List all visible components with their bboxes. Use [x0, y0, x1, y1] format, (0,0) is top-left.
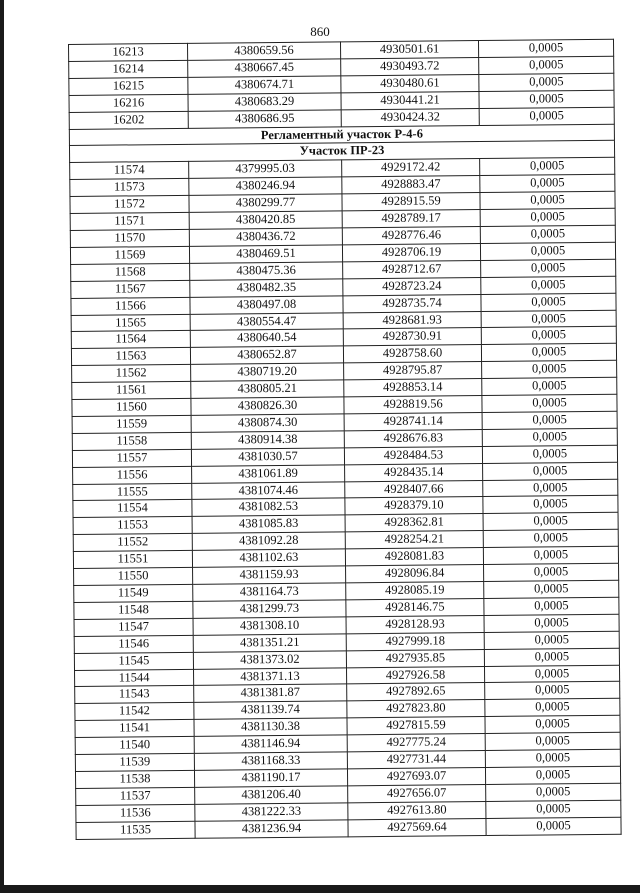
coordinate-x: 4380475.36 — [190, 262, 343, 280]
coordinate-x: 4380554.47 — [190, 312, 343, 330]
scan-edge-bottom — [0, 885, 640, 893]
point-number: 11537 — [76, 787, 195, 805]
coordinate-x: 4381074.46 — [192, 481, 345, 499]
tolerance-value: 0,0005 — [481, 344, 616, 362]
coordinate-x: 4380469.51 — [189, 245, 342, 263]
coordinate-x: 4381164.73 — [193, 583, 346, 601]
coordinate-y: 4930441.21 — [341, 91, 479, 109]
tolerance-value: 0,0005 — [486, 800, 621, 818]
coordinate-y: 4928723.24 — [343, 277, 481, 295]
point-number: 11538 — [75, 770, 194, 788]
point-number: 11542 — [75, 703, 194, 721]
coordinate-x: 4380497.08 — [190, 295, 343, 313]
coordinate-x: 4381371.13 — [194, 667, 347, 685]
point-number: 11550 — [74, 567, 193, 585]
tolerance-value: 0,0005 — [485, 715, 620, 733]
coordinate-y: 4928081.83 — [345, 548, 483, 566]
section-headings — [69, 124, 614, 163]
point-number: 11547 — [74, 618, 193, 636]
tolerance-value: 0,0005 — [483, 513, 618, 531]
tolerance-value: 0,0005 — [479, 56, 614, 74]
tolerance-value: 0,0005 — [480, 208, 615, 226]
coordinate-y: 4928758.60 — [343, 345, 481, 363]
coordinate-x: 4381146.94 — [194, 735, 347, 753]
coordinate-x: 4380246.94 — [189, 177, 342, 195]
coordinate-x: 4380640.54 — [190, 329, 343, 347]
point-number: 11573 — [70, 179, 189, 197]
coordinate-x: 4380299.77 — [189, 194, 342, 212]
point-number: 11536 — [76, 804, 195, 822]
tolerance-value: 0,0005 — [484, 563, 619, 581]
point-number: 11562 — [72, 365, 191, 383]
tolerance-value: 0,0005 — [483, 479, 618, 497]
coordinate-y: 4930493.72 — [341, 57, 479, 75]
coordinate-x: 4381030.57 — [191, 448, 344, 466]
coordinate-y: 4927823.80 — [347, 700, 485, 718]
coordinate-x: 4381206.40 — [195, 786, 348, 804]
coordinate-x: 4380482.35 — [190, 279, 343, 297]
coordinate-y: 4928379.10 — [345, 497, 483, 515]
coordinate-x: 4380652.87 — [190, 346, 343, 364]
tolerance-value: 0,0005 — [484, 614, 619, 632]
tolerance-value: 0,0005 — [483, 530, 618, 548]
point-number: 11569 — [70, 246, 189, 264]
point-number: 11572 — [70, 196, 189, 214]
point-number: 11564 — [71, 331, 190, 349]
coordinate-x: 4380436.72 — [189, 228, 342, 246]
tolerance-value: 0,0005 — [485, 682, 620, 700]
point-number: 16202 — [69, 111, 188, 129]
coordinate-x: 4380659.56 — [187, 42, 340, 60]
point-number: 11553 — [73, 517, 192, 535]
tolerance-value: 0,0005 — [485, 699, 620, 717]
point-number: 11574 — [70, 162, 189, 180]
coordinate-y: 4930424.32 — [341, 108, 479, 126]
point-number: 11551 — [73, 551, 192, 569]
point-number: 11539 — [75, 753, 194, 771]
coordinate-x: 4381102.63 — [192, 549, 345, 567]
tolerance-value: 0,0005 — [480, 175, 615, 193]
tolerance-value: 0,0005 — [479, 90, 614, 108]
coordinate-y: 4928096.84 — [346, 565, 484, 583]
point-number: 11558 — [72, 432, 191, 450]
tolerance-value: 0,0005 — [480, 225, 615, 243]
point-number: 11561 — [72, 381, 191, 399]
coordinate-y: 4927935.85 — [346, 649, 484, 667]
tolerance-value: 0,0005 — [483, 496, 618, 514]
tolerance-value: 0,0005 — [482, 445, 617, 463]
coordinate-x: 4381381.87 — [194, 684, 347, 702]
tolerance-value: 0,0005 — [478, 39, 613, 57]
tolerance-value: 0,0005 — [486, 783, 621, 801]
point-number: 11559 — [72, 415, 191, 433]
point-number: 11557 — [72, 449, 191, 467]
coordinate-x: 4381299.73 — [193, 600, 346, 618]
tolerance-value: 0,0005 — [482, 360, 617, 378]
coordinate-y: 4928146.75 — [346, 598, 484, 616]
point-number: 16215 — [69, 77, 188, 95]
coordinate-y: 4927926.58 — [346, 666, 484, 684]
top-rows — [69, 39, 615, 129]
point-number: 11543 — [75, 686, 194, 704]
coordinate-y: 4928730.91 — [343, 328, 481, 346]
coordinate-x: 4380914.38 — [191, 431, 344, 449]
page-number: 860 — [310, 24, 330, 39]
tolerance-value: 0,0005 — [481, 293, 616, 311]
coordinate-y: 4927775.24 — [347, 734, 485, 752]
coordinate-x: 4380420.85 — [189, 211, 342, 229]
point-number: 11556 — [73, 466, 192, 484]
point-number: 11535 — [76, 821, 195, 839]
point-number: 11555 — [73, 483, 192, 501]
coordinate-y: 4927569.64 — [348, 818, 486, 836]
coordinate-y: 4928435.14 — [345, 463, 483, 481]
coordinate-x: 4381308.10 — [193, 617, 346, 635]
coordinate-y: 4928915.59 — [342, 193, 480, 211]
section-heading: Регламентный участок Р-4-6 — [69, 124, 614, 146]
coordinate-y: 4928735.74 — [343, 294, 481, 312]
coordinate-y: 4928712.67 — [343, 260, 481, 278]
tolerance-value: 0,0005 — [482, 394, 617, 412]
coordinate-x: 4380719.20 — [191, 363, 344, 381]
point-number: 11563 — [71, 348, 190, 366]
point-number: 11554 — [73, 500, 192, 518]
coordinate-y: 4928484.53 — [344, 446, 482, 464]
tolerance-value: 0,0005 — [484, 648, 619, 666]
coordinate-y: 4928789.17 — [342, 210, 480, 228]
coordinate-x: 4381085.83 — [192, 515, 345, 533]
coordinate-y: 4928883.47 — [342, 176, 480, 194]
coordinate-x: 4381139.74 — [194, 701, 347, 719]
coordinate-x: 4380667.45 — [188, 59, 341, 77]
coordinate-x: 4381351.21 — [193, 634, 346, 652]
coordinate-y: 4928254.21 — [345, 531, 483, 549]
point-number: 11549 — [74, 584, 193, 602]
tolerance-value: 0,0005 — [485, 766, 620, 784]
coordinate-y: 4928706.19 — [342, 243, 480, 261]
coordinate-y: 4928362.81 — [345, 514, 483, 532]
point-number: 11560 — [72, 398, 191, 416]
coordinate-y: 4928741.14 — [344, 412, 482, 430]
point-number: 11544 — [75, 669, 194, 687]
coordinate-x: 4381130.38 — [194, 718, 347, 736]
coordinate-x: 4381061.89 — [192, 465, 345, 483]
point-number: 11546 — [74, 635, 193, 653]
point-number: 11570 — [70, 229, 189, 247]
coordinate-y: 4930480.61 — [341, 74, 479, 92]
coordinate-y: 4930501.61 — [340, 41, 478, 59]
tolerance-value: 0,0005 — [484, 631, 619, 649]
tolerance-value: 0,0005 — [482, 377, 617, 395]
coordinate-x: 4381092.28 — [192, 532, 345, 550]
tolerance-value: 0,0005 — [480, 158, 615, 176]
point-number: 11566 — [71, 297, 190, 315]
coordinate-y: 4928853.14 — [344, 379, 482, 397]
coordinate-y: 4929172.42 — [342, 159, 480, 177]
coordinate-y: 4927693.07 — [347, 767, 485, 785]
coordinate-y: 4928085.19 — [346, 582, 484, 600]
coordinate-x: 4381236.94 — [195, 820, 348, 838]
point-number: 11567 — [71, 280, 190, 298]
coordinate-x: 4381222.33 — [195, 803, 348, 821]
point-number: 16213 — [69, 43, 188, 61]
coordinate-x: 4380826.30 — [191, 397, 344, 415]
tolerance-value: 0,0005 — [482, 411, 617, 429]
tolerance-value: 0,0005 — [481, 276, 616, 294]
coordinate-y: 4927892.65 — [347, 683, 485, 701]
coordinate-y: 4927731.44 — [347, 751, 485, 769]
point-number: 11565 — [71, 314, 190, 332]
point-number: 16214 — [69, 60, 188, 78]
coordinate-y: 4927815.59 — [347, 717, 485, 735]
coordinate-x: 4381190.17 — [194, 769, 347, 787]
tolerance-value: 0,0005 — [485, 749, 620, 767]
point-number: 11541 — [75, 720, 194, 738]
tolerance-value: 0,0005 — [480, 242, 615, 260]
coordinate-y: 4927613.80 — [348, 801, 486, 819]
tolerance-value: 0,0005 — [486, 817, 621, 835]
point-number: 16216 — [69, 94, 188, 112]
tolerance-value: 0,0005 — [484, 597, 619, 615]
coordinate-x: 4380683.29 — [188, 93, 341, 111]
coordinate-x: 4379995.03 — [189, 160, 342, 178]
tolerance-value: 0,0005 — [479, 107, 614, 125]
coordinate-x: 4380805.21 — [191, 380, 344, 398]
point-number: 11568 — [71, 263, 190, 281]
tolerance-value: 0,0005 — [483, 462, 618, 480]
coordinate-y: 4928407.66 — [345, 480, 483, 498]
coordinate-y: 4928819.56 — [344, 396, 482, 414]
point-number: 11548 — [74, 601, 193, 619]
tolerance-value: 0,0005 — [480, 191, 615, 209]
point-number: 11571 — [70, 212, 189, 230]
coordinate-x: 4380674.71 — [188, 76, 341, 94]
tolerance-value: 0,0005 — [484, 580, 619, 598]
coordinate-x: 4380686.95 — [188, 110, 341, 128]
coordinate-y: 4928776.46 — [342, 227, 480, 245]
scan-edge-left — [0, 0, 4, 893]
coordinate-x: 4380874.30 — [191, 414, 344, 432]
tolerance-value: 0,0005 — [484, 665, 619, 683]
coordinate-y: 4928676.83 — [344, 429, 482, 447]
coordinates-table — [68, 39, 622, 840]
coordinate-y: 4928681.93 — [343, 311, 481, 329]
coordinate-y: 4928128.93 — [346, 615, 484, 633]
tolerance-value: 0,0005 — [485, 732, 620, 750]
coordinate-x: 4381168.33 — [194, 752, 347, 770]
point-number: 11540 — [75, 736, 194, 754]
coordinates-sheet — [68, 39, 617, 840]
point-number: 11552 — [73, 534, 192, 552]
coordinate-y: 4928795.87 — [344, 362, 482, 380]
coordinate-y: 4927656.07 — [348, 784, 486, 802]
coordinate-y: 4927999.18 — [346, 632, 484, 650]
tolerance-value: 0,0005 — [481, 310, 616, 328]
main-rows — [70, 158, 621, 839]
subsection-heading: Участок ПР-23 — [69, 141, 614, 163]
tolerance-value: 0,0005 — [481, 259, 616, 277]
tolerance-value: 0,0005 — [482, 428, 617, 446]
tolerance-value: 0,0005 — [481, 327, 616, 345]
coordinate-x: 4381373.02 — [193, 650, 346, 668]
tolerance-value: 0,0005 — [483, 546, 618, 564]
coordinate-x: 4381159.93 — [193, 566, 346, 584]
point-number: 11545 — [74, 652, 193, 670]
tolerance-value: 0,0005 — [479, 73, 614, 91]
coordinate-x: 4381082.53 — [192, 498, 345, 516]
